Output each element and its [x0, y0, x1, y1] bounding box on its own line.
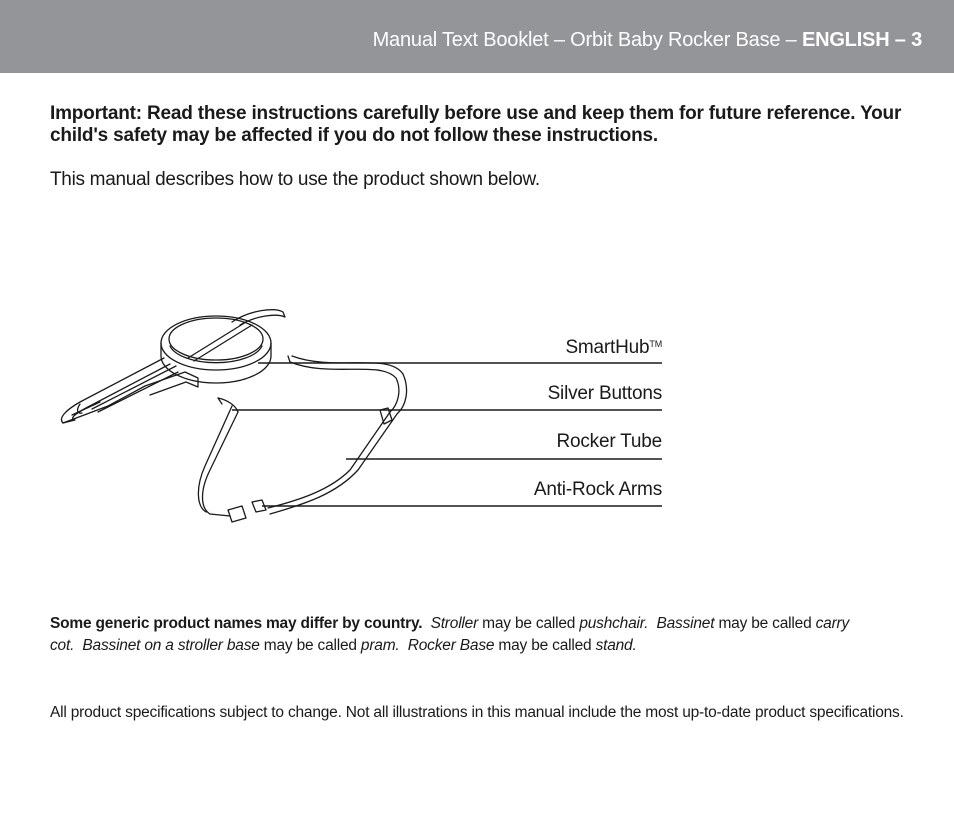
term-pram: pram.	[360, 637, 400, 654]
term-stand: stand.	[595, 637, 637, 654]
intro-text: This manual describes how to use the product shown below.	[50, 169, 540, 190]
header-title	[373, 29, 922, 52]
term-bassinet: Bassinet	[656, 615, 715, 632]
generic-names-note	[50, 613, 920, 657]
may-be-called-1: may be called	[478, 615, 580, 632]
silver-buttons-label: Silver Buttons	[547, 383, 662, 404]
specifications-note: All product specifications subject to change. Not all illustrations in this manual include the most up-to-date product specifications.	[50, 704, 904, 721]
term-stroller: Stroller	[430, 615, 479, 632]
term-pushchair: pushchair.	[579, 615, 649, 632]
term-rocker-base: Rocker Base	[407, 637, 495, 654]
rocker-tube-label: Rocker Tube	[556, 431, 662, 452]
may-be-called-2: may be called	[714, 615, 816, 632]
front-frame-arms	[62, 358, 198, 423]
header-title-prefix: Manual Text Booklet – Orbit Baby Rocker Base –	[372, 29, 802, 51]
smarthub-label-text: SmartHub	[565, 337, 650, 358]
term-carry-cot: carry cot.	[50, 615, 850, 654]
anti-rock-arms-label: Anti-Rock Arms	[533, 479, 662, 500]
smarthub-label	[565, 337, 662, 359]
product-diagram	[0, 290, 954, 530]
important-notice: Important: Read these instructions carefully before use and keep them for future reference. Your child's safety may be affected if you do not follow these instructions.	[50, 103, 902, 146]
page-header	[0, 0, 954, 73]
may-be-called-3: may be called	[259, 637, 361, 654]
trademark-mark: TM	[649, 339, 662, 349]
term-bassinet-stroller-base: Bassinet on a stroller base	[82, 637, 260, 654]
anti-rock-arm-clips	[228, 408, 392, 522]
header-title-language-page: ENGLISH – 3	[801, 29, 922, 51]
rocker-tube	[198, 356, 406, 516]
rocker-base-illustration	[0, 290, 954, 530]
may-be-called-4: may be called	[494, 637, 596, 654]
generic-names-lead: Some generic product names may differ by country.	[50, 615, 423, 632]
